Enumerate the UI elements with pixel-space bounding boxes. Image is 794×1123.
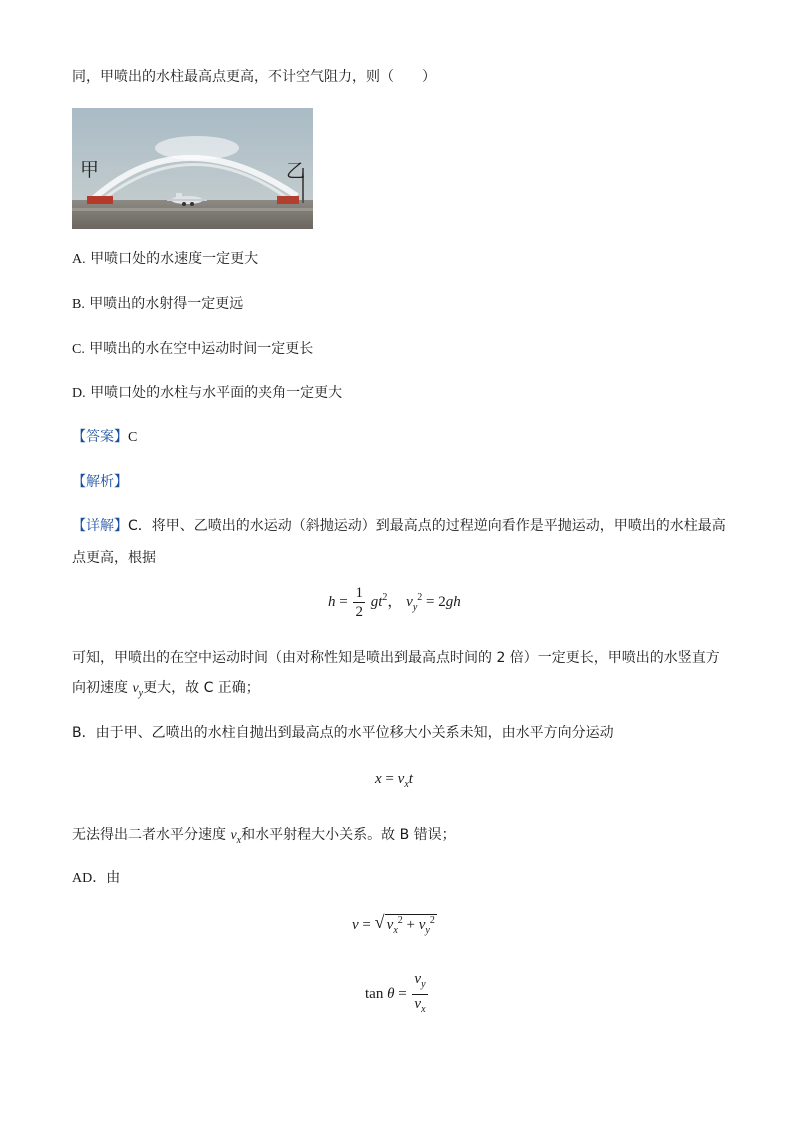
label-jia: 甲 — [80, 159, 100, 181]
detail-line-4: 向初速度 $v_y$更大，故 C 正确； — [72, 680, 260, 699]
option-d: D. 甲喷口处的水柱与水平面的夹角一定更大 — [72, 385, 343, 401]
equation-height-and-vy: h = $\frac{1}{2}$ $gt^2$， $v_y^2 = 2gh$ — [328, 585, 461, 620]
answer-line: 【答案】C — [72, 429, 138, 445]
detail-line-2: 点更高，根据 — [72, 550, 156, 566]
equation-tan-theta: tan θ = $\frac{v_y}{v_x}$ — [365, 971, 426, 1015]
detail-line-3: 可知，甲喷出的在空中运动时间（由对称性知是喷出到最高点时间的 2 倍）一定更长，甲喷出的水竖直方 — [72, 650, 720, 666]
analysis-label: 【解析】 — [72, 474, 128, 490]
equation-x-vx-t: $x = v_xt$ — [375, 771, 413, 790]
detail-line-1: 【详解】C．将甲、乙喷出的水运动（斜抛运动）到最高点的过程逆向看作是平抛运动，甲喷出的水柱最高 — [72, 518, 726, 534]
detail-line-7: AD．由 — [72, 871, 121, 886]
option-a: A. 甲喷口处的水速度一定更大 — [72, 251, 259, 267]
question-stem: 同，甲喷出的水柱最高点更高，不计空气阻力，则（ ） — [72, 69, 436, 85]
fire-truck-water-salute-photo — [72, 108, 313, 229]
detail-line-6: 无法得出二者水平分速度 $v_x$和水平射程大小关系。故 B 错误； — [72, 827, 456, 846]
detail-line-5: B．由于甲、乙喷出的水柱自抛出到最高点的水平位移大小关系未知，由水平方向分运动 — [72, 725, 614, 741]
equation-v-magnitude: v = √ $v_x^2 + v_y^2$ — [352, 912, 435, 936]
option-c: C. 甲喷出的水在空中运动时间一定更长 — [72, 341, 314, 357]
option-b: B. 甲喷出的水射得一定更远 — [72, 296, 244, 312]
label-yi: 乙 — [286, 160, 306, 182]
